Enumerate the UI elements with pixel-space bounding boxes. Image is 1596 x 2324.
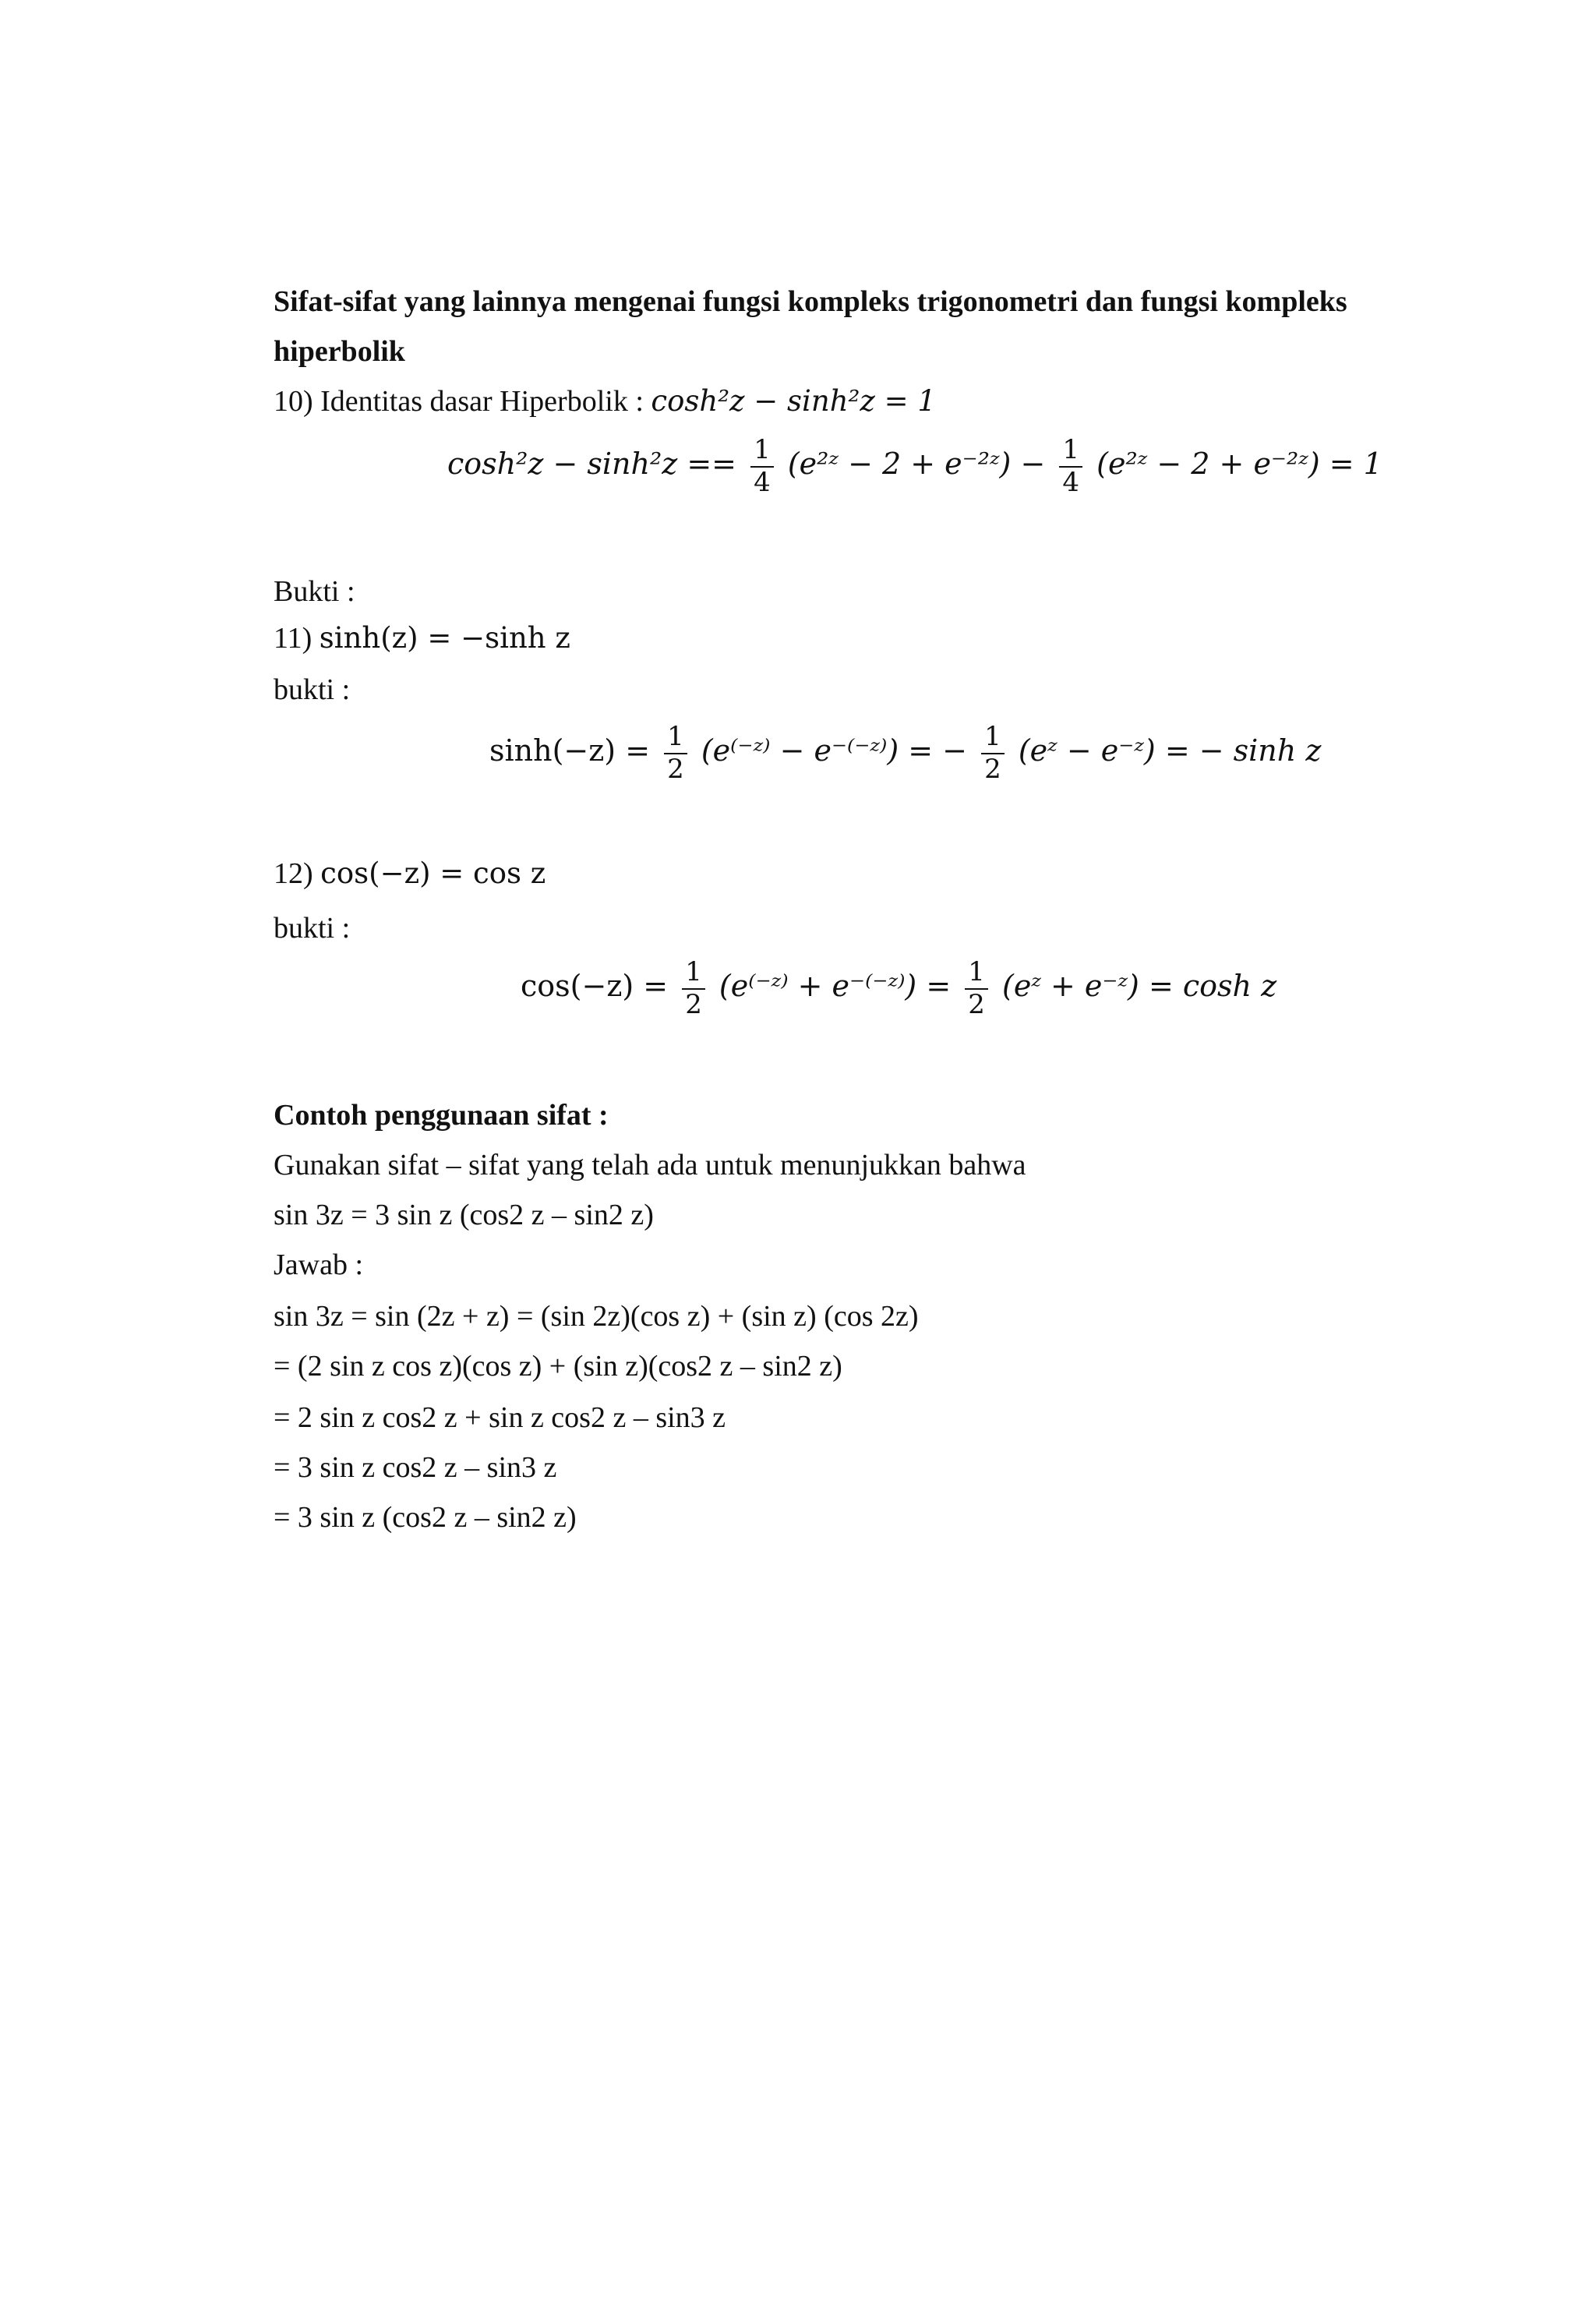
fraction: $\frac{1}{4}$: [1059, 436, 1082, 496]
item-10-label: 10) Identitas dasar Hiperbolik :: [274, 385, 651, 418]
item-10-formula: cosh²z − sinh²z = 1: [651, 384, 936, 418]
example-line: = 2 sin z cos2 z + sin z cos2 z – sin3 z: [274, 1401, 726, 1434]
example-line: = (2 sin z cos z)(cos z) + (sin z)(cos2 z – sin2 z): [274, 1350, 842, 1383]
bukti-label: Bukti :: [274, 575, 355, 608]
fraction: $\frac{1}{2}$: [682, 959, 705, 1019]
section-heading-line1: Sifat-sifat yang lainnya mengenai fungsi kompleks trigonometri dan fungsi kompleks: [274, 285, 1347, 318]
item-12-equation: [521, 956, 1277, 1020]
item-10-eq-part2: (e²ᶻ − 2 + e⁻²ᶻ) = 1: [1096, 447, 1382, 482]
section-heading-line2: hiperbolik: [274, 335, 405, 368]
example-line: = 3 sin z cos2 z – sin3 z: [274, 1451, 557, 1484]
example-line: = 3 sin z (cos2 z – sin2 z): [274, 1501, 577, 1534]
item-10-line: [274, 384, 936, 418]
example-line: Jawab :: [274, 1249, 364, 1281]
item-10-eq-lhs: cosh²z − sinh²z ==: [447, 447, 737, 482]
item-11-formula: sinh(z) = −sinh z: [319, 621, 570, 655]
item-10-equation: [447, 436, 1382, 496]
fraction: $\frac{1}{4}$: [750, 436, 774, 496]
item-11-eq-lhs: sinh(−z) =: [489, 733, 651, 768]
item-11-bukti: bukti :: [274, 673, 351, 706]
fraction: $\frac{1}{2}$: [664, 723, 687, 783]
fraction: $\frac{1}{2}$: [965, 959, 988, 1019]
item-11-eq-part1: (e⁽⁻ᶻ⁾ − e⁻⁽⁻ᶻ⁾) = −: [701, 733, 968, 768]
example-line: Gunakan sifat – sifat yang telah ada untuk menunjukkan bahwa: [274, 1149, 1026, 1181]
item-12-eq-part2: (eᶻ + e⁻ᶻ) = cosh z: [1002, 969, 1277, 1004]
fraction: $\frac{1}{2}$: [981, 723, 1005, 783]
example-line: sin 3z = sin (2z + z) = (sin 2z)(cos z) + (sin z) (cos 2z): [274, 1300, 919, 1333]
item-12-eq-part1: (e⁽⁻ᶻ⁾ + e⁻⁽⁻ᶻ⁾) =: [719, 969, 952, 1004]
example-line: sin 3z = 3 sin z (cos2 z – sin2 z): [274, 1199, 654, 1231]
item-12-formula: cos(−z) = cos z: [320, 856, 546, 890]
item-12-bukti: bukti :: [274, 912, 351, 945]
item-11-eq-part2: (eᶻ − e⁻ᶻ) = − sinh z: [1018, 733, 1322, 768]
item-11-line: [274, 623, 570, 653]
item-12-eq-lhs: cos(−z) =: [521, 969, 669, 1004]
item-11-label: 11): [274, 622, 320, 655]
item-11-equation: [489, 723, 1321, 783]
item-12-label: 12): [274, 857, 321, 890]
item-10-eq-part1: (e²ᶻ − 2 + e⁻²ᶻ) −: [787, 447, 1046, 482]
example-heading: Contoh penggunaan sifat :: [274, 1099, 609, 1132]
item-12-line: [274, 856, 546, 890]
